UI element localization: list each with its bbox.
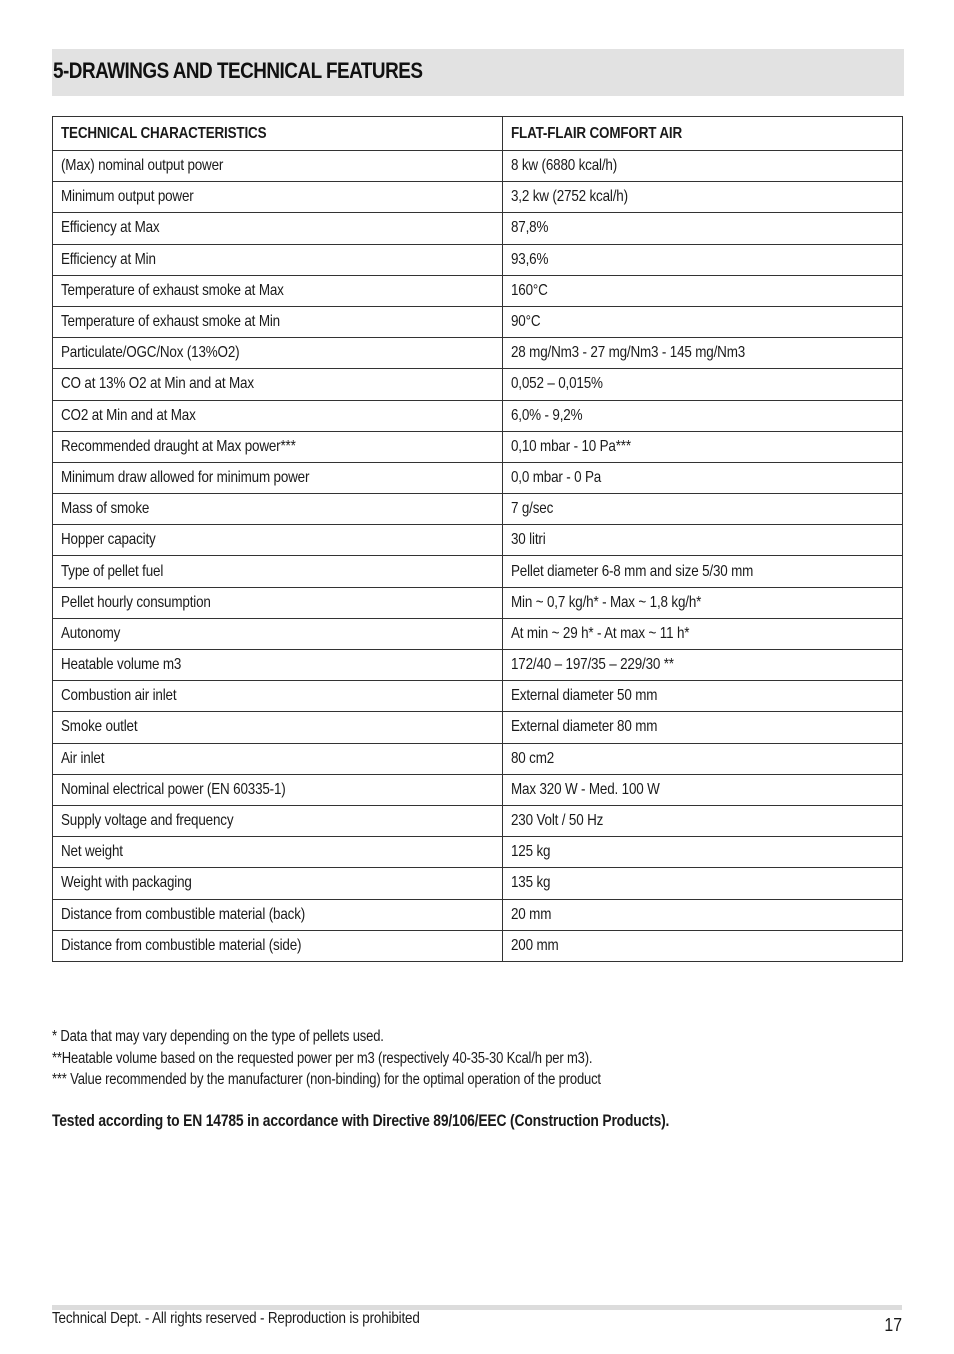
table-row bbox=[53, 774, 903, 805]
characteristic-value: 125 kg bbox=[503, 837, 903, 868]
characteristic-label: Pellet hourly consumption bbox=[53, 587, 503, 618]
table-row bbox=[53, 369, 903, 400]
characteristic-value: Max 320 W - Med. 100 W bbox=[503, 774, 903, 805]
characteristic-value: 0,0 mbar - 0 Pa bbox=[503, 462, 903, 493]
characteristic-label: Particulate/OGC/Nox (13%O2) bbox=[53, 338, 503, 369]
table-row bbox=[53, 837, 903, 868]
characteristic-value: 30 litri bbox=[503, 525, 903, 556]
characteristic-value: Pellet diameter 6-8 mm and size 5/30 mm bbox=[503, 556, 903, 587]
table-row bbox=[53, 400, 903, 431]
characteristic-value: External diameter 80 mm bbox=[503, 712, 903, 743]
table-row bbox=[53, 618, 903, 649]
characteristic-value: 8 kw (6880 kcal/h) bbox=[503, 151, 903, 182]
footnotes bbox=[52, 1026, 705, 1091]
characteristic-label: CO at 13% O2 at Min and at Max bbox=[53, 369, 503, 400]
characteristic-value: 230 Volt / 50 Hz bbox=[503, 805, 903, 836]
footnote-pellets: * Data that may vary depending on the type of pellets used. bbox=[52, 1028, 384, 1045]
table-row bbox=[53, 462, 903, 493]
characteristic-value: 0,052 – 0,015% bbox=[503, 369, 903, 400]
table-row bbox=[53, 868, 903, 899]
table-row bbox=[53, 244, 903, 275]
characteristic-value: 135 kg bbox=[503, 868, 903, 899]
table-row bbox=[53, 805, 903, 836]
characteristic-value: 3,2 kw (2752 kcal/h) bbox=[503, 182, 903, 213]
characteristic-label: Smoke outlet bbox=[53, 712, 503, 743]
table-row bbox=[53, 213, 903, 244]
characteristic-label: Net weight bbox=[53, 837, 503, 868]
characteristic-label: CO2 at Min and at Max bbox=[53, 400, 503, 431]
characteristic-label: Distance from combustible material (back) bbox=[53, 899, 503, 930]
characteristic-value: 6,0% - 9,2% bbox=[503, 400, 903, 431]
characteristic-label: Temperature of exhaust smoke at Max bbox=[53, 275, 503, 306]
table-row bbox=[53, 681, 903, 712]
characteristic-label: Weight with packaging bbox=[53, 868, 503, 899]
characteristic-value: 87,8% bbox=[503, 213, 903, 244]
characteristic-value: At min ~ 29 h* - At max ~ 11 h* bbox=[503, 618, 903, 649]
characteristic-label: Autonomy bbox=[53, 618, 503, 649]
table-row bbox=[53, 494, 903, 525]
table-body bbox=[53, 151, 903, 962]
tested-statement: Tested according to EN 14785 in accordance with Directive 89/106/EEC (Construction Products). bbox=[52, 1112, 670, 1130]
characteristic-label: Mass of smoke bbox=[53, 494, 503, 525]
characteristic-label: Nominal electrical power (EN 60335-1) bbox=[53, 774, 503, 805]
table-row bbox=[53, 712, 903, 743]
characteristic-value: Min ~ 0,7 kg/h* - Max ~ 1,8 kg/h* bbox=[503, 587, 903, 618]
characteristic-value: 0,10 mbar - 10 Pa*** bbox=[503, 431, 903, 462]
characteristic-label: Combustion air inlet bbox=[53, 681, 503, 712]
table-row bbox=[53, 431, 903, 462]
footnote-heatable-volume: **Heatable volume based on the requested power per m3 (respectively 40-35-30 Kcal/h per m3). bbox=[52, 1049, 593, 1067]
table-row bbox=[53, 650, 903, 681]
table-row bbox=[53, 743, 903, 774]
characteristic-value: 28 mg/Nm3 - 27 mg/Nm3 - 145 mg/Nm3 bbox=[503, 338, 903, 369]
characteristic-label: Efficiency at Max bbox=[53, 213, 503, 244]
characteristic-value: 172/40 – 197/35 – 229/30 ** bbox=[503, 650, 903, 681]
column-header-model: FLAT-FLAIR COMFORT AIR bbox=[503, 117, 903, 151]
characteristic-label: Minimum draw allowed for minimum power bbox=[53, 462, 503, 493]
characteristic-label: Heatable volume m3 bbox=[53, 650, 503, 681]
characteristic-label: Supply voltage and frequency bbox=[53, 805, 503, 836]
table-row bbox=[53, 899, 903, 930]
column-header-characteristics: TECHNICAL CHARACTERISTICS bbox=[53, 117, 503, 151]
section-title: 5-DRAWINGS AND TECHNICAL FEATURES bbox=[53, 58, 423, 83]
table-row bbox=[53, 587, 903, 618]
characteristic-label: Temperature of exhaust smoke at Min bbox=[53, 306, 503, 337]
table-row bbox=[53, 338, 903, 369]
footnote-recommended-value: *** Value recommended by the manufacturer (non-binding) for the optimal operation of the product bbox=[52, 1071, 601, 1088]
table-row bbox=[53, 525, 903, 556]
table-row bbox=[53, 151, 903, 182]
table-row bbox=[53, 556, 903, 587]
page-number: 17 bbox=[884, 1315, 902, 1335]
characteristic-label: Efficiency at Min bbox=[53, 244, 503, 275]
characteristic-value: 20 mm bbox=[503, 899, 903, 930]
characteristic-label: Air inlet bbox=[53, 743, 503, 774]
table-row bbox=[53, 182, 903, 213]
characteristic-value: External diameter 50 mm bbox=[503, 681, 903, 712]
characteristic-value: 80 cm2 bbox=[503, 743, 903, 774]
technical-characteristics-table bbox=[52, 116, 903, 962]
characteristic-label: Hopper capacity bbox=[53, 525, 503, 556]
table-row bbox=[53, 306, 903, 337]
characteristic-value: 200 mm bbox=[503, 930, 903, 961]
table-row bbox=[53, 275, 903, 306]
characteristic-value: 160°C bbox=[503, 275, 903, 306]
section-header bbox=[52, 49, 904, 96]
characteristic-label: (Max) nominal output power bbox=[53, 151, 503, 182]
characteristic-value: 90°C bbox=[503, 306, 903, 337]
characteristic-value: 93,6% bbox=[503, 244, 903, 275]
characteristic-label: Minimum output power bbox=[53, 182, 503, 213]
table-header-row bbox=[53, 117, 903, 151]
characteristic-label: Recommended draught at Max power*** bbox=[53, 431, 503, 462]
characteristic-label: Type of pellet fuel bbox=[53, 556, 503, 587]
footer-copyright: Technical Dept. - All rights reserved - Reproduction is prohibited bbox=[52, 1310, 420, 1327]
characteristic-label: Distance from combustible material (side) bbox=[53, 930, 503, 961]
characteristic-value: 7 g/sec bbox=[503, 494, 903, 525]
table-row bbox=[53, 930, 903, 961]
